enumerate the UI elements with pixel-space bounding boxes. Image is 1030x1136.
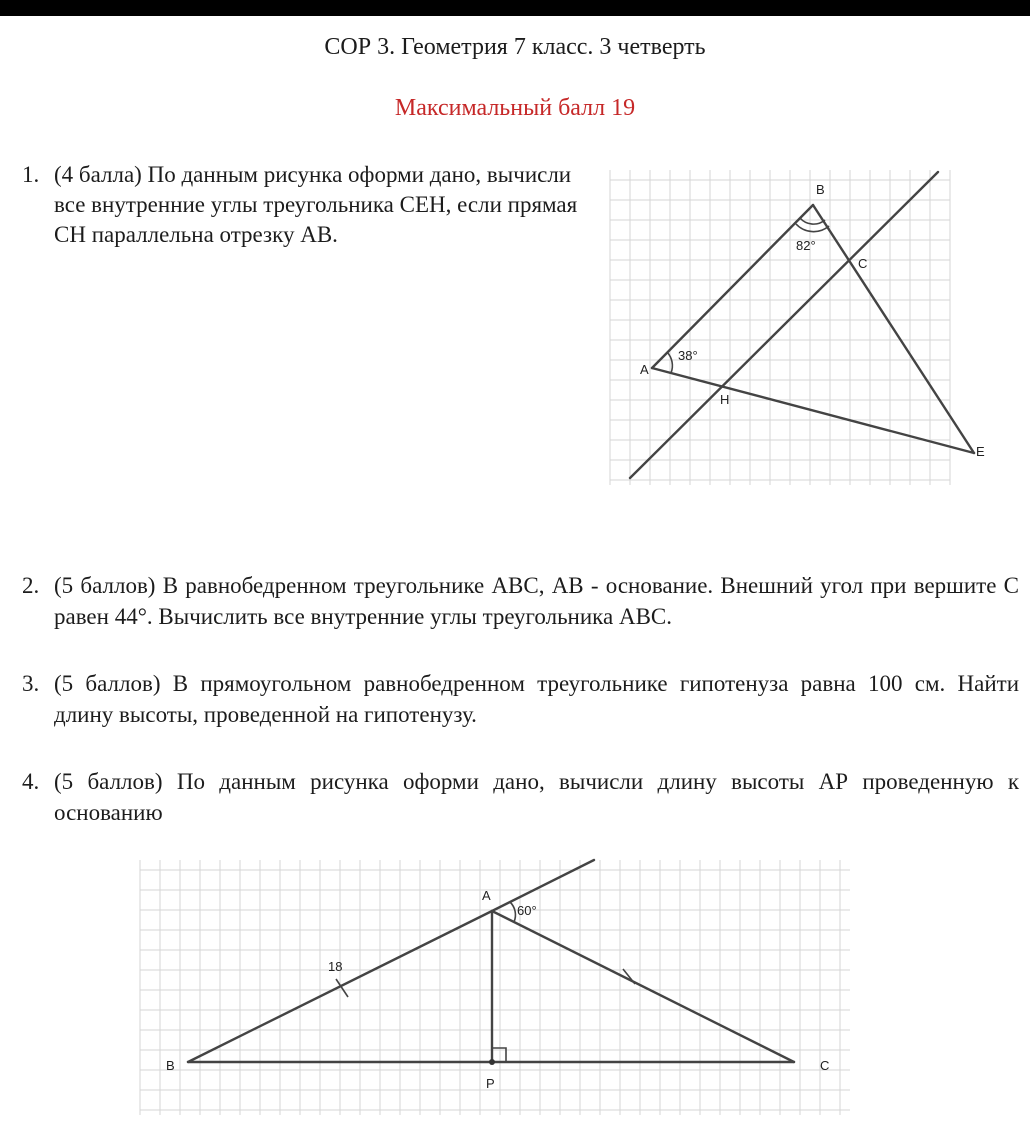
angle-ext-value: 60° [517,903,537,918]
label-P: P [486,1076,495,1091]
figure-2-grid [140,860,850,1115]
page-title: СОР 3. Геометрия 7 класс. 3 четверть [324,34,706,60]
segment-AC [492,911,794,1062]
label-H: H [720,392,730,407]
question-2-text: (5 баллов) В равнобедренном треугольнике АВС, АВ - основание. Внешний угол при вершите С равен 44°. Вычислить все внутренние углы треугольника АВС. [54,573,1019,629]
angle-ext-arc [510,902,515,922]
angle-B-arc-2 [796,224,829,232]
side-AB-length: 18 [328,959,343,974]
max-score: Максимальный балл 19 [394,95,636,121]
angle-A-value: 38° [678,348,698,363]
extension-BA [492,860,594,911]
figure-1-diagram [600,160,985,490]
label-A: A [640,362,649,377]
question-1-number: 1. [22,162,40,187]
top-black-bar [0,0,1030,16]
segment-AB [652,205,813,368]
question-4-number: 4. [22,769,40,794]
question-1-text: (4 балла) По данным рисунка оформи дано, вычисли все внутренние углы треугольника СЕН, если прямая СН параллельна отрезку АВ. [54,162,578,247]
label-A: A [482,888,491,903]
label-E: E [976,444,985,459]
question-2-number: 2. [22,573,40,598]
label-C: C [820,1058,830,1073]
label-C: C [858,256,868,271]
question-4-text: (5 баллов) По данным рисунка оформи дано, вычисли длину высоты АР проведенную к основанию [54,769,1019,825]
figure-2-diagram [130,855,860,1120]
angle-B-value: 82° [796,238,816,253]
label-B: B [166,1058,175,1073]
point-P [489,1059,495,1065]
question-3-text: (5 баллов) В прямоугольном равнобедренном треугольнике гипотенуза равна 100 см. Найти длину высоты, проведенной на гипотенузу. [54,671,1019,727]
question-3-number: 3. [22,671,40,696]
label-B: B [816,182,825,197]
